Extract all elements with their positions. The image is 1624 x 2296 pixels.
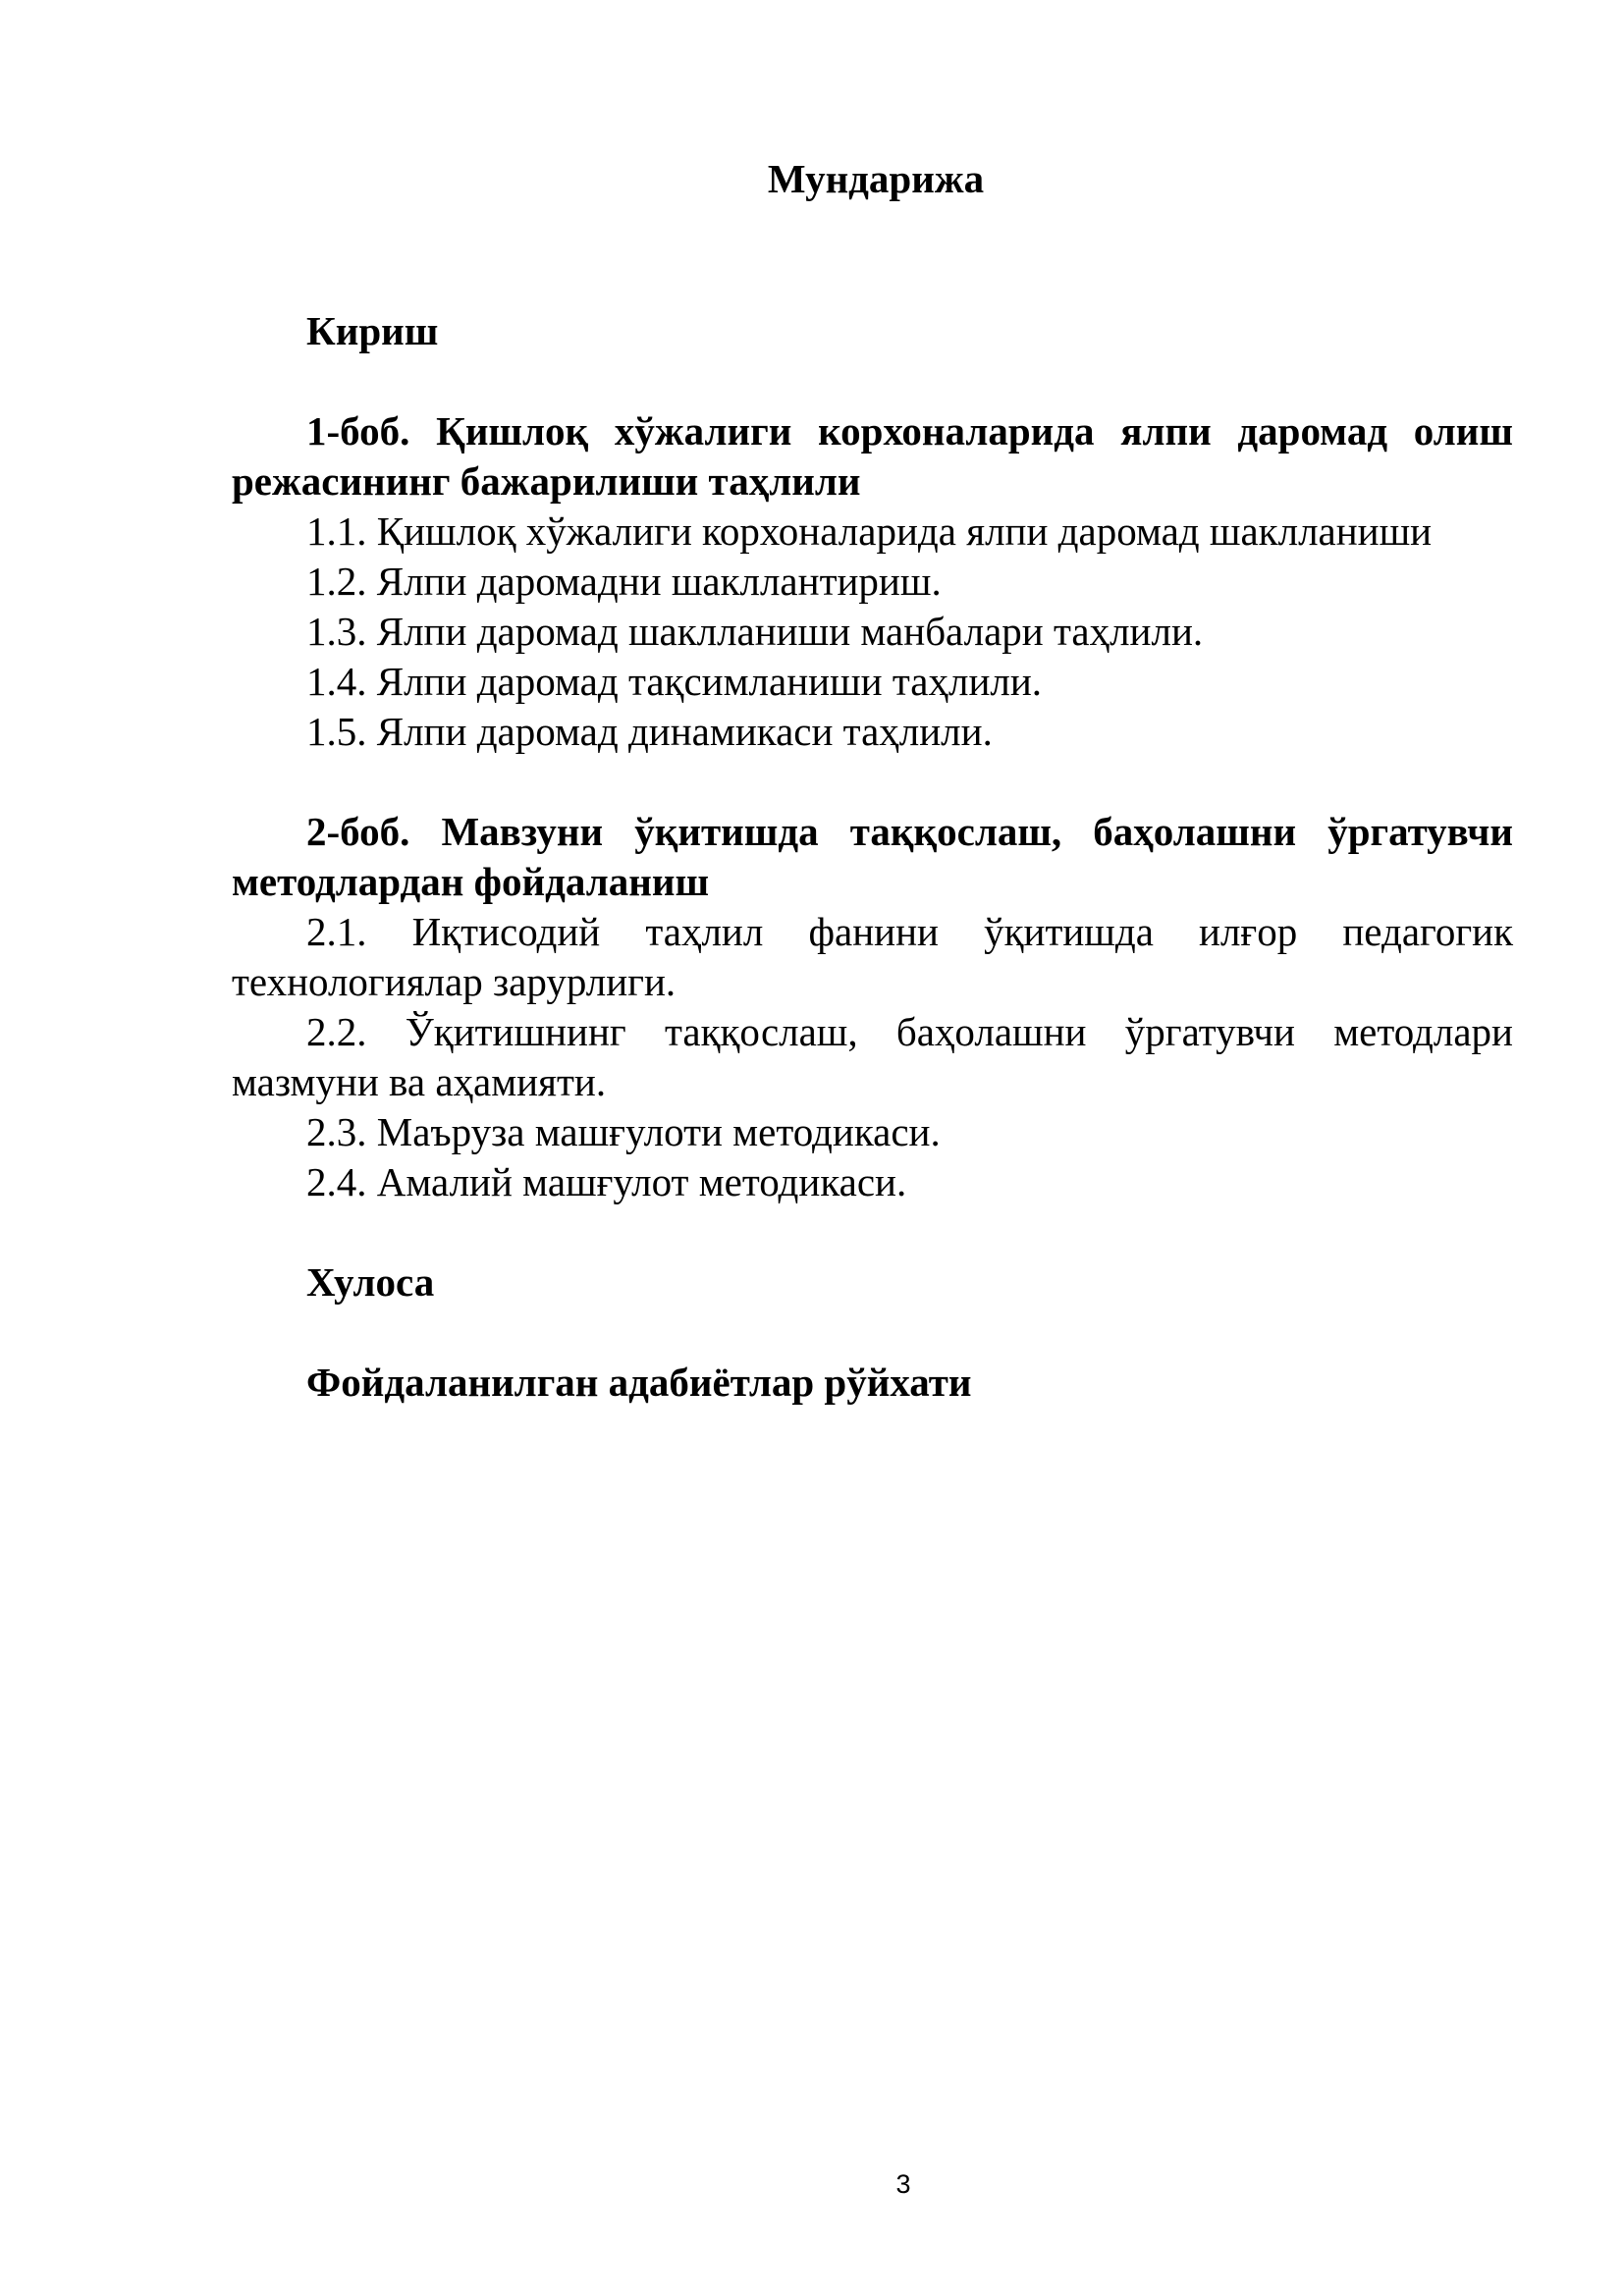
toc-intro: Кириш	[306, 308, 439, 353]
toc-item-1-4: 1.4. Ялпи даромад тақсимланиши таҳлили.	[306, 659, 1043, 704]
table-of-contents	[232, 306, 1513, 1408]
spacer	[232, 356, 1513, 406]
spacer	[232, 1308, 1513, 1358]
toc-item-2-3: 2.3. Маъруза машғулоти методикаси.	[306, 1109, 941, 1154]
toc-item-1-1: 1.1. Қишлоқ хўжалиги корхоналарида ялпи даромад шаклланиши	[306, 508, 1433, 554]
toc-item-1-5: 1.5. Ялпи даромад динамикаси таҳлили.	[306, 709, 993, 754]
toc-item-2-2: 2.2. Ўқитишнинг таққослаш, баҳолашни ўргатувчи методлари мазмуни ва аҳамияти.	[232, 1009, 1513, 1104]
toc-item-2-4: 2.4. Амалий машғулот методикаси.	[306, 1159, 907, 1204]
spacer	[232, 1207, 1513, 1257]
page-title: Мундарижа	[767, 156, 985, 201]
toc-conclusion: Хулоса	[306, 1259, 435, 1305]
toc-chapter-2-heading: 2-боб. Мавзуни ўқитишда таққослаш, баҳолашни ўргатувчи методлардан фойдаланиш	[232, 809, 1513, 904]
toc-item-1-2: 1.2. Ялпи даромадни шакллантириш.	[306, 559, 942, 604]
toc-item-1-3: 1.3. Ялпи даромад шаклланиши манбалари таҳлили.	[306, 609, 1204, 654]
page-number: 3	[895, 2169, 911, 2199]
toc-chapter-1-heading: 1-боб. Қишлоқ хўжалиги корхоналарида ялпи даромад олиш режасининг бажарилиши таҳлили	[232, 408, 1513, 504]
spacer	[232, 757, 1513, 807]
toc-item-2-1: 2.1. Иқтисодий таҳлил фанини ўқитишда илғор педагогик технологиялар зарурлиги.	[232, 909, 1513, 1004]
toc-references: Фойдаланилган адабиётлар рўйхати	[306, 1360, 972, 1405]
